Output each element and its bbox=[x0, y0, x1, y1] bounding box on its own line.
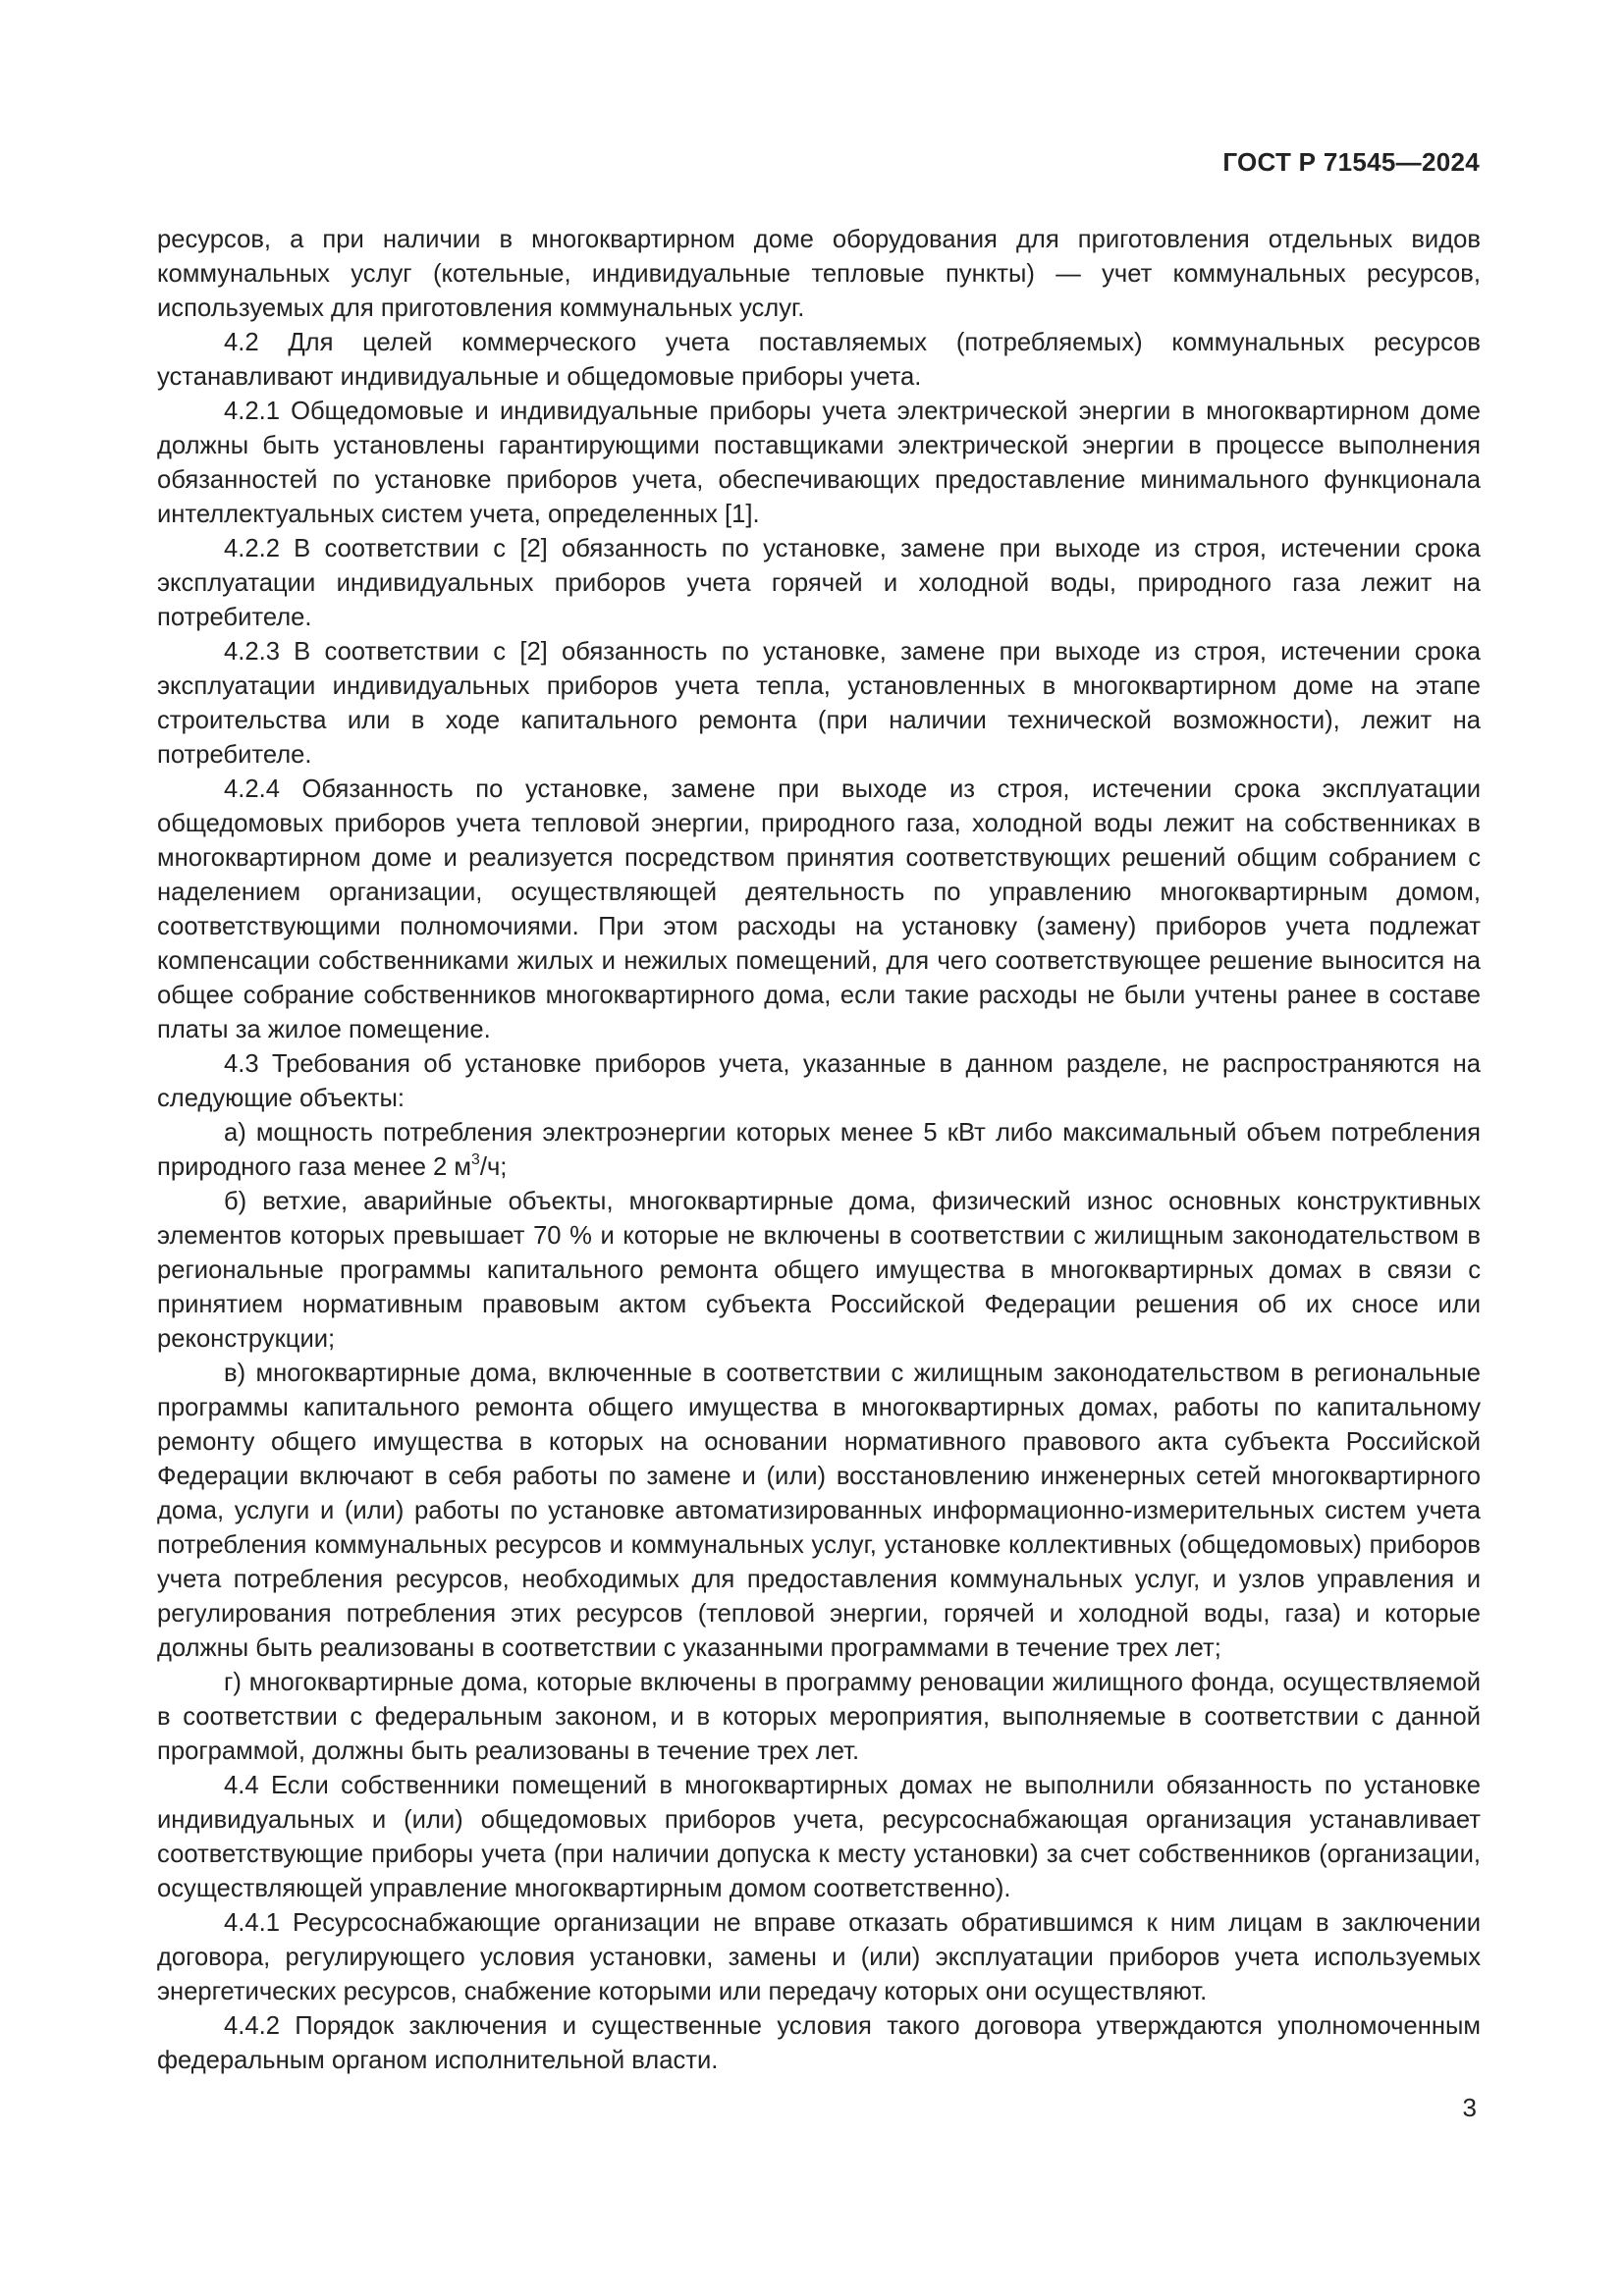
paragraph-4-2-4: 4.2.4 Обязанность по установке, замене при выходе из строя, истечении срока эксплуатации общедомовых приборов учета тепловой энергии, природного газа, холодной воды лежит на собственниках в многоквартирном доме и реализуется посредством принятия соответствующих решений общим собранием с наделением организации, осуществляющей деятельность по управлению многоквартирным домом, соответствующими полномочиями. При этом расходы на установку (замену) приборов учета подлежат компенсации собственниками жилых и нежилых помещений, для чего соответствующее решение выносится на общее собрание собственников многоквартирного дома, если такие расходы не были учтены ранее в составе платы за жилое помещение. bbox=[157, 775, 1481, 1043]
paragraph-4-2-2: 4.2.2 В соответствии с [2] обязанность по установке, замене при выходе из строя, истечении срока эксплуатации индивидуальных приборов учета горячей и холодной воды, природного газа лежит на потребителе. bbox=[157, 535, 1481, 631]
list-item-a-unit: /ч; bbox=[479, 1153, 508, 1181]
paragraph-4-2-3: 4.2.3 В соответствии с [2] обязанность по установке, замене при выходе из строя, истечении срока эксплуатации индивидуальных приборов учета тепла, установленных в многоквартирном доме на этапе строительства или в ходе капитального ремонта (при наличии технической возможности), лежит на потребителе. bbox=[157, 638, 1481, 769]
list-item-a-text: а) мощность потребления электроэнергии которых менее 5 кВт либо максимальный объем потребления природного газа менее 2 м bbox=[157, 1119, 1481, 1181]
paragraph-4-4: 4.4 Если собственники помещений в многоквартирных домах не выполнили обязанность по установке индивидуальных и (или) общедомовых приборов учета, ресурсоснабжающая организация устанавливает соответствующие приборы учета (при наличии допуска к месту установки) за счет собственников (организации, осуществляющей управление многоквартирным домом соответственно). bbox=[157, 1772, 1481, 1902]
paragraph-continuation: ресурсов, а при наличии в многоквартирном доме оборудования для приготовления отдельных видов коммунальных услуг (котельные, индивидуальные тепловые пункты) — учет коммунальных ресурсов, используемых для приготовления коммунальных услуг. bbox=[157, 226, 1481, 322]
paragraph-4-2: 4.2 Для целей коммерческого учета поставляемых (потребляемых) коммунальных ресурсов устанавливают индивидуальные и общедомовые приборы учета. bbox=[157, 329, 1481, 391]
page-number: 3 bbox=[1462, 2093, 1477, 2122]
document-code: ГОСТ Р 71545—2024 bbox=[1222, 147, 1480, 177]
paragraph-4-4-1: 4.4.1 Ресурсоснабжающие организации не вправе отказать обратившимся к ним лицам в заключении договора, регулирующего условия установки, замены и (или) эксплуатации приборов учета используемых энергетических ресурсов, снабжение которыми или передачу которых они осуществляют. bbox=[157, 1909, 1481, 2005]
paragraph-4-4-2: 4.4.2 Порядок заключения и существенные условия такого договора утверждаются уполномоченным федеральным органом исполнительной власти. bbox=[157, 2012, 1481, 2074]
document-body bbox=[157, 223, 1481, 2078]
paragraph-4-3: 4.3 Требования об установке приборов учета, указанные в данном разделе, не распространяются на следующие объекты: bbox=[157, 1050, 1481, 1112]
paragraph-4-2-1: 4.2.1 Общедомовые и индивидуальные приборы учета электрической энергии в многоквартирном доме должны быть установлены гарантирующими поставщиками электрической энергии в процессе выполнения обязанностей по установке приборов учета, обеспечивающих предоставление минимального функционала интеллектуальных систем учета, определенных [1]. bbox=[157, 398, 1481, 528]
list-item-b: б) ветхие, аварийные объекты, многоквартирные дома, физический износ основных конструктивных элементов которых превышает 70 % и которые не включены в соответствии с жилищным законодательством в региональные программы капитального ремонта общего имущества в многоквартирных домах в связи с принятием нормативным правовым актом субъекта Российской Федерации решения об их сносе или реконструкции; bbox=[157, 1188, 1481, 1353]
list-item-v: в) многоквартирные дома, включенные в соответствии с жилищным законодательством в региональные программы капитального ремонта общего имущества в многоквартирных домах, работы по капитальному ремонту общего имущества в которых на основании нормативного правового акта субъекта Российской Федерации включают в себя работы по замене и (или) восстановлению инженерных сетей многоквартирного дома, услуги и (или) работы по установке автоматизированных информационно-измерительных систем учета потребления коммунальных ресурсов и коммунальных услуг, установке коллективных (общедомовых) приборов учета потребления ресурсов, необходимых для предоставления коммунальных услуг, и узлов управления и регулирования потребления этих ресурсов (тепловой энергии, горячей и холодной воды, газа) и которые должны быть реализованы в соответствии с указанными программами в течение трех лет; bbox=[157, 1360, 1481, 1662]
list-item-a bbox=[157, 1116, 1481, 1185]
list-item-g: г) многоквартирные дома, которые включены в программу реновации жилищного фонда, осуществляемой в соответствии с федеральным законом, и в которых мероприятия, выполняемые в соответствии с данной программой, должны быть реализованы в течение трех лет. bbox=[157, 1669, 1481, 1765]
superscript-3: 3 bbox=[471, 1150, 480, 1168]
